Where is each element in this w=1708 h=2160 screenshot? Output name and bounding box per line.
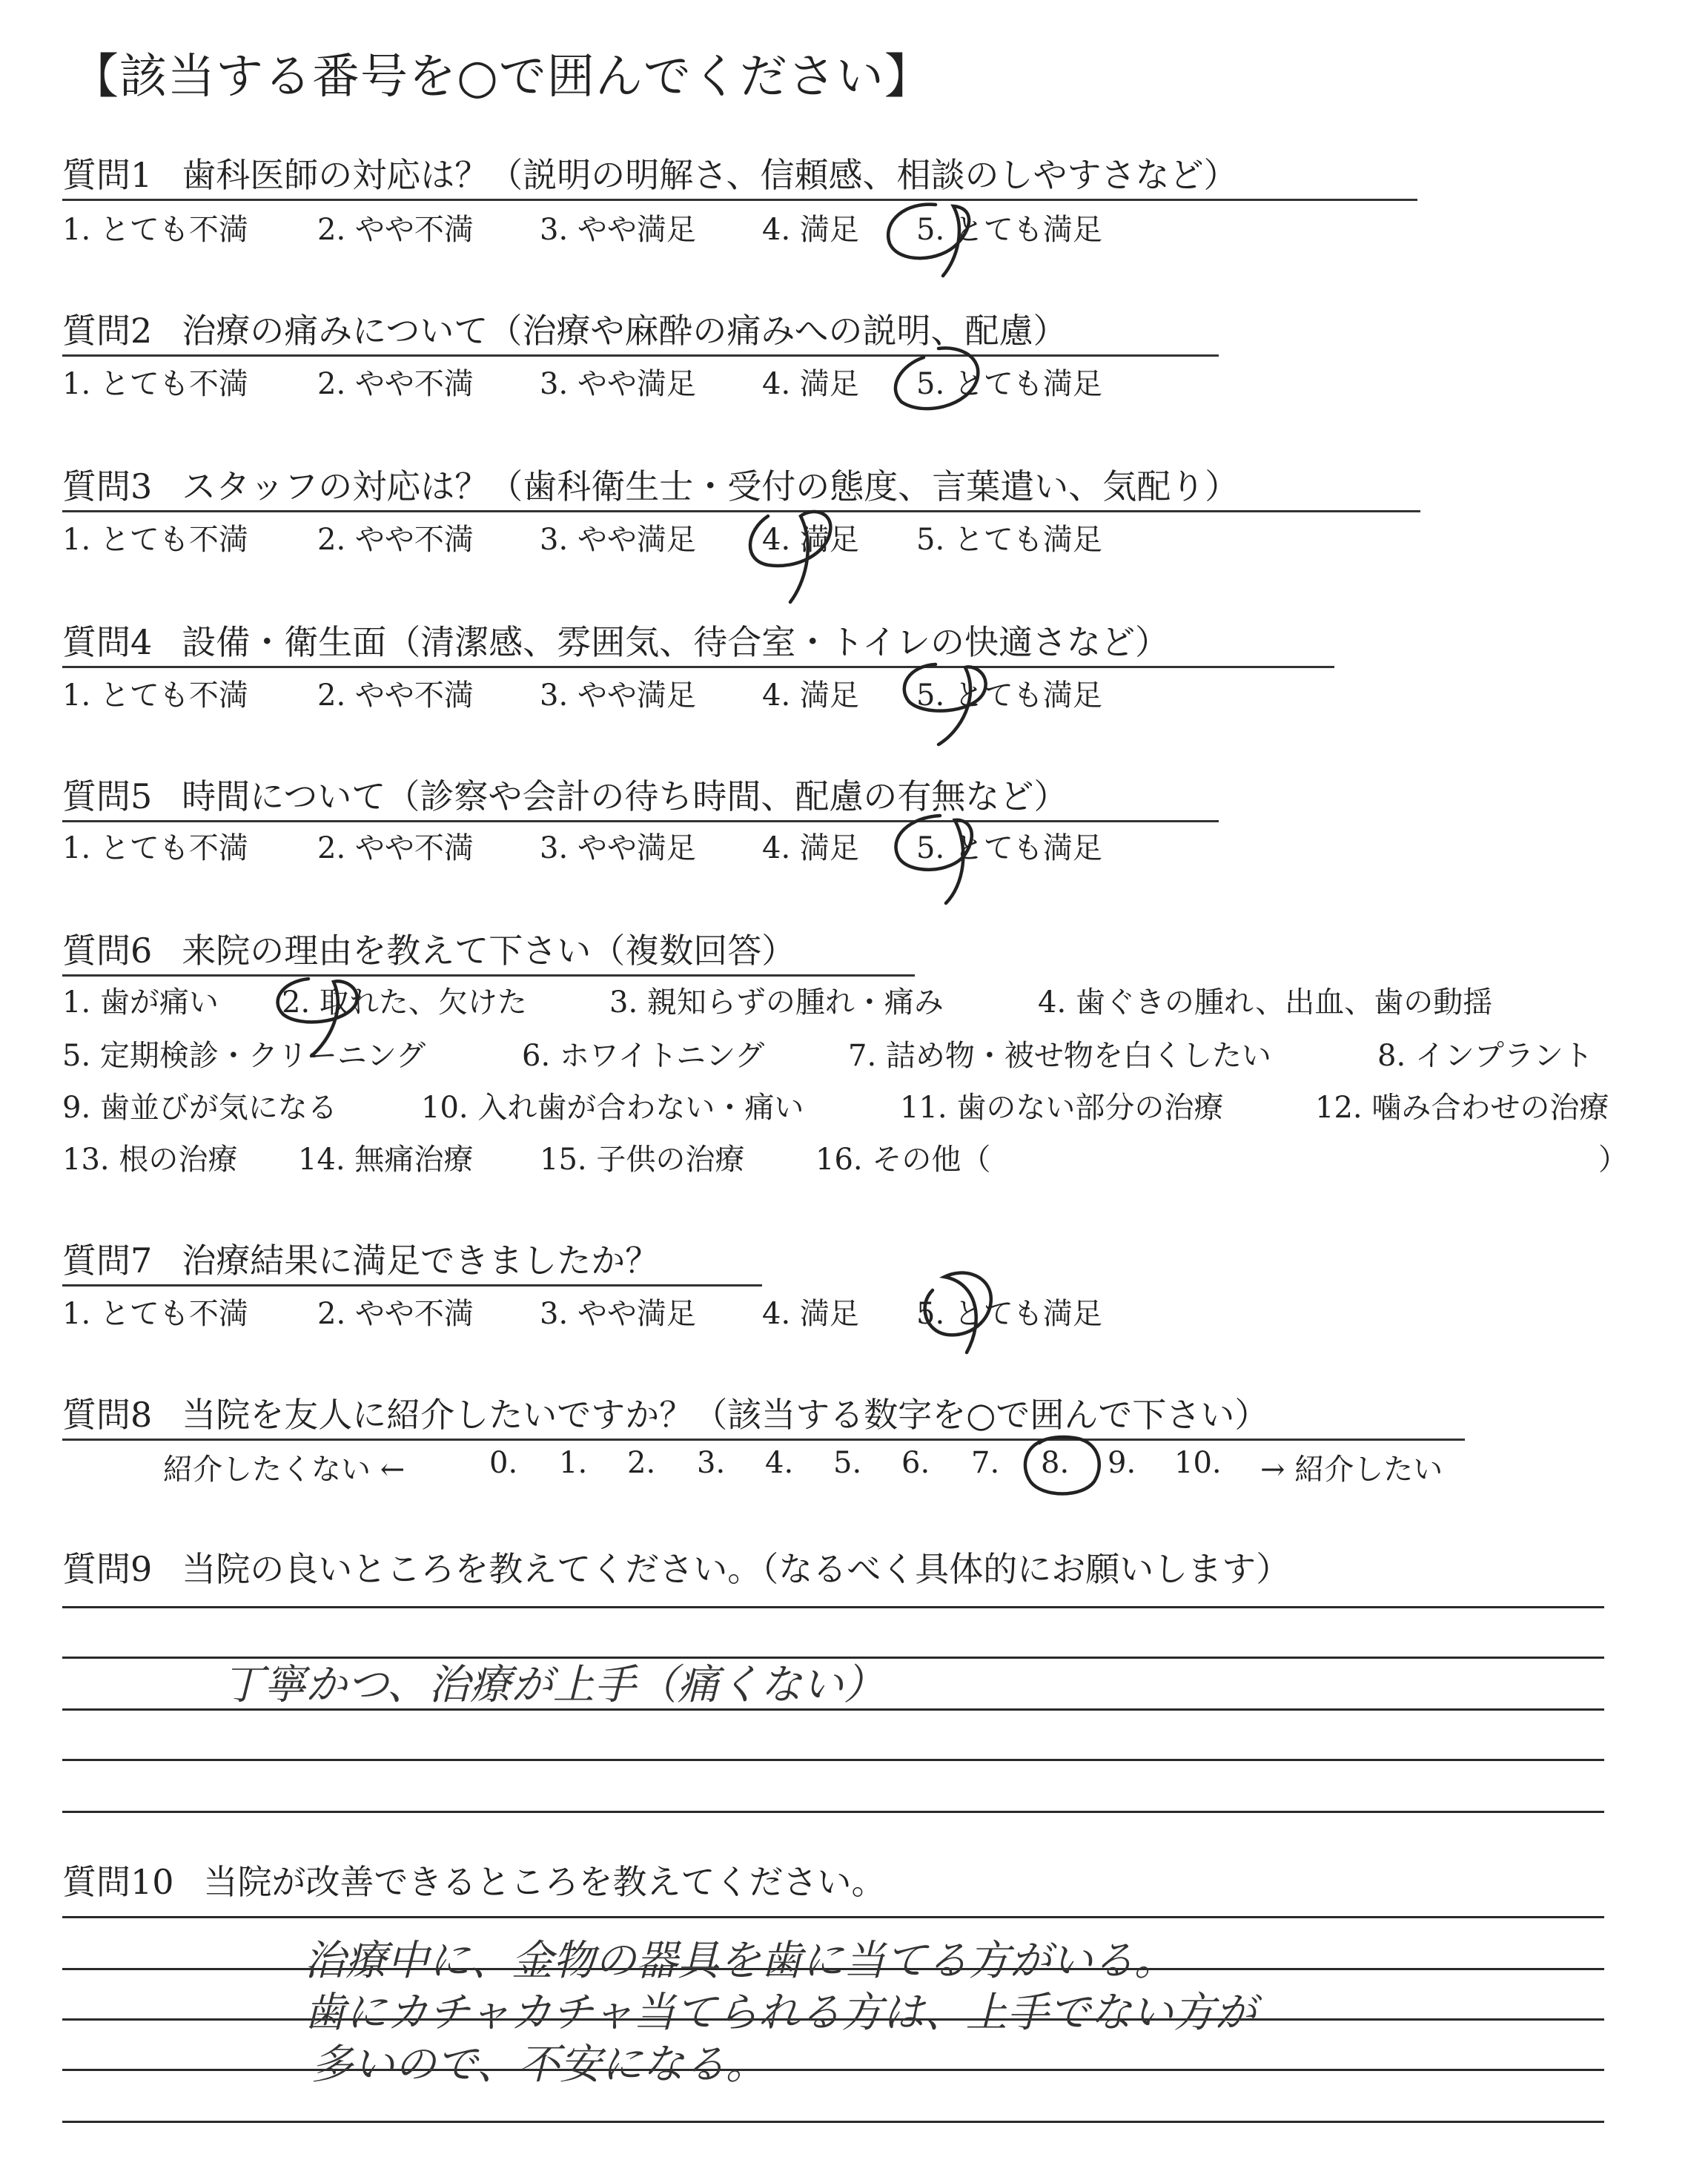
question-2-text: 治療の痛みについて（治療や麻酔の痛みへの説明、配慮）: [182, 311, 1068, 351]
q6-option-2[interactable]: 2. 取れた、欠けた: [282, 985, 527, 1020]
q1-option-2[interactable]: 2. やや不満: [317, 213, 474, 247]
q5-option-4[interactable]: 4. 満足: [762, 831, 859, 865]
q7-option-4[interactable]: 4. 満足: [762, 1297, 859, 1331]
q6-option-3[interactable]: 3. 親知らずの腫れ・痛み: [609, 985, 944, 1020]
question-7-underline: [62, 1284, 762, 1287]
question-1-text: 歯科医師の対応は？（説明の明解さ、信頼感、相談のしやすさなど）: [182, 155, 1238, 195]
q7-selection-circle: [903, 1261, 1007, 1364]
q5-option-1[interactable]: 1. とても不満: [62, 831, 248, 865]
q9-answer-line-5: [62, 1811, 1604, 1813]
question-1-title: [62, 148, 1237, 197]
q6-option-5[interactable]: 5. 定期検診・クリーニング: [62, 1039, 426, 1073]
q7-option-1[interactable]: 1. とても不満: [62, 1297, 248, 1331]
question-7-title: [62, 1234, 659, 1283]
question-5-text: 時間について（診察や会計の待ち時間、配慮の有無など）: [182, 776, 1068, 816]
question-9-label: 質問9: [62, 1549, 153, 1589]
q9-answer-line-1: [62, 1606, 1604, 1608]
q8-option-8[interactable]: 8.: [1041, 1446, 1070, 1480]
q2-option-5[interactable]: 5. とても満足: [916, 367, 1102, 401]
q3-option-2[interactable]: 2. やや不満: [317, 523, 474, 557]
question-1-label: 質問1: [62, 155, 153, 195]
q6-option-6[interactable]: 6. ホワイトニング: [522, 1039, 765, 1073]
question-8-underline: [62, 1439, 1465, 1441]
q6-selection-circle: [264, 971, 375, 1068]
q2-option-1[interactable]: 1. とても不満: [62, 367, 248, 401]
q6-option-9[interactable]: 9. 歯並びが気になる: [62, 1091, 337, 1125]
question-7-text: 治療結果に満足できましたか？: [182, 1241, 660, 1281]
question-2-label: 質問2: [62, 311, 153, 351]
q8-left-label: 紹介したくない ←: [163, 1453, 406, 1487]
q3-option-1[interactable]: 1. とても不満: [62, 523, 248, 557]
q6-option-8[interactable]: 8. インプラント: [1377, 1039, 1593, 1073]
q4-option-3[interactable]: 3. やや満足: [540, 678, 696, 713]
question-5-label: 質問5: [62, 776, 153, 816]
q6-option-12[interactable]: 12. 噛み合わせの治療: [1315, 1091, 1609, 1125]
q8-option-10[interactable]: 10.: [1174, 1446, 1222, 1480]
q6-option-7[interactable]: 7. 詰め物・被せ物を白くしたい: [848, 1039, 1271, 1073]
q4-option-4[interactable]: 4. 満足: [762, 678, 859, 713]
q3-option-5[interactable]: 5. とても満足: [916, 523, 1102, 557]
q8-selection-circle: [1017, 1433, 1106, 1507]
question-8-label: 質問8: [62, 1395, 153, 1435]
question-8-scale: [62, 1446, 1619, 1490]
question-4-underline: [62, 666, 1334, 668]
page-title: 【該当する番号を○で囲んでください】: [71, 50, 933, 105]
q9-answer-line-4: [62, 1759, 1604, 1761]
q8-option-5[interactable]: 5.: [833, 1446, 862, 1480]
q3-option-4[interactable]: 4. 満足: [762, 523, 859, 557]
question-6-title: [62, 924, 795, 973]
q8-right-label: → 紹介したい: [1260, 1453, 1443, 1487]
q5-selection-circle: [881, 811, 992, 915]
q8-option-6[interactable]: 6.: [901, 1446, 930, 1480]
q3-option-3[interactable]: 3. やや満足: [540, 523, 696, 557]
q10-handwritten-answer-line-3[interactable]: 多いので、不安になる。: [311, 2041, 767, 2089]
q6-option-13[interactable]: 13. 根の治療: [62, 1143, 238, 1177]
q8-option-3[interactable]: 3.: [697, 1446, 726, 1480]
question-6-text: 来院の理由を教えて下さい（複数回答）: [182, 931, 796, 971]
question-4-text: 設備・衛生面（清潔感、雰囲気、待合室・トイレの快適さなど）: [182, 622, 1169, 662]
question-6-underline: [62, 974, 915, 977]
q6-option-16[interactable]: 16. その他（: [815, 1143, 991, 1177]
question-6-options-row-4: [62, 1136, 1664, 1180]
q10-handwritten-answer-line-1[interactable]: 治療中に、金物の器具を歯に当てる方がいる。: [304, 1937, 1176, 1985]
question-2-underline: [62, 354, 1219, 357]
q1-option-1[interactable]: 1. とても不満: [62, 213, 248, 247]
q8-option-0[interactable]: 0.: [489, 1446, 518, 1480]
q10-answer-line-5: [62, 2121, 1604, 2123]
q8-option-4[interactable]: 4.: [765, 1446, 794, 1480]
q2-option-2[interactable]: 2. やや不満: [317, 367, 474, 401]
question-5-underline: [62, 820, 1219, 822]
q3-selection-circle: [738, 501, 850, 612]
q8-option-9[interactable]: 9.: [1108, 1446, 1136, 1480]
q6-option-16-close: ）: [1598, 1143, 1628, 1177]
q4-option-2[interactable]: 2. やや不満: [317, 678, 474, 713]
q9-handwritten-answer[interactable]: 丁寧かつ、治療が上手（痛くない）: [222, 1661, 885, 1709]
q1-option-5[interactable]: 5. とても満足: [916, 213, 1102, 247]
question-6-options-row-3: [62, 1084, 1664, 1129]
q10-answer-line-1: [62, 1916, 1604, 1918]
q6-option-4[interactable]: 4. 歯ぐきの腫れ、出血、歯の動揺: [1038, 985, 1493, 1020]
q7-option-5[interactable]: 5. とても満足: [916, 1297, 1102, 1331]
q1-option-3[interactable]: 3. やや満足: [540, 213, 696, 247]
q1-option-4[interactable]: 4. 満足: [762, 213, 859, 247]
question-4-label: 質問4: [62, 622, 153, 662]
q5-option-2[interactable]: 2. やや不満: [317, 831, 474, 865]
question-7-label: 質問7: [62, 1241, 153, 1281]
question-10-text: 当院が改善できるところを教えてください。: [203, 1862, 886, 1902]
question-10-label: 質問10: [62, 1862, 174, 1902]
q6-option-1[interactable]: 1. 歯が痛い: [62, 985, 219, 1020]
q6-option-15[interactable]: 15. 子供の治療: [540, 1143, 745, 1177]
q4-selection-circle: [894, 660, 1005, 756]
question-9-title: [62, 1542, 1290, 1591]
q2-selection-circle: [879, 335, 990, 417]
q1-selection-circle: [876, 199, 987, 280]
q6-option-11[interactable]: 11. 歯のない部分の治療: [900, 1091, 1224, 1125]
question-3-text: スタッフの対応は？（歯科衛生士・受付の態度、言葉遣い、気配り）: [182, 466, 1239, 506]
q5-option-3[interactable]: 3. やや満足: [540, 831, 696, 865]
q7-option-3[interactable]: 3. やや満足: [540, 1297, 696, 1331]
q5-option-5[interactable]: 5. とても満足: [916, 831, 1102, 865]
q8-option-7[interactable]: 7.: [971, 1446, 1000, 1480]
q6-option-10[interactable]: 10. 入れ歯が合わない・痛い: [421, 1091, 804, 1125]
q10-answer-line-4: [62, 2069, 1604, 2071]
q8-option-1[interactable]: 1.: [559, 1446, 588, 1480]
question-3-title: [62, 460, 1239, 509]
q4-option-1[interactable]: 1. とても不満: [62, 678, 248, 713]
q7-option-2[interactable]: 2. やや不満: [317, 1297, 474, 1331]
question-1-underline: [62, 199, 1417, 201]
q2-option-3[interactable]: 3. やや満足: [540, 367, 696, 401]
q6-option-14[interactable]: 14. 無痛治療: [298, 1143, 474, 1177]
question-8-text: 当院を友人に紹介したいですか？（該当する数字を○で囲んで下さい）: [182, 1395, 1269, 1435]
q10-handwritten-answer-line-2[interactable]: 歯にカチャカチャ当てられる方は、上手でない方が: [304, 1989, 1257, 2037]
question-6-label: 質問6: [62, 931, 153, 971]
question-10-title: [62, 1855, 886, 1904]
q4-option-5[interactable]: 5. とても満足: [916, 678, 1102, 713]
question-8-title: [62, 1388, 1268, 1437]
question-4-title: [62, 615, 1169, 664]
question-3-label: 質問3: [62, 466, 153, 506]
question-9-text: 当院の良いところを教えてください。（なるべく具体的にお願いします）: [182, 1549, 1291, 1589]
q2-option-4[interactable]: 4. 満足: [762, 367, 859, 401]
q8-option-2[interactable]: 2.: [627, 1446, 656, 1480]
